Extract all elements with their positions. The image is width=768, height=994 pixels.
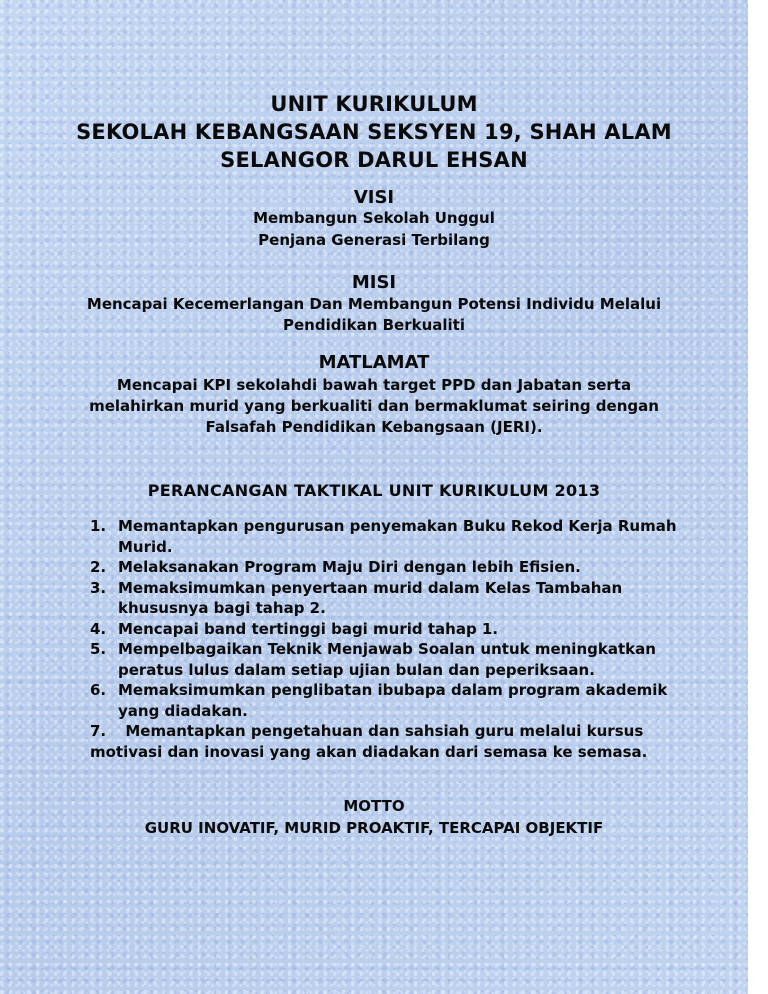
list-item — [90, 516, 690, 557]
list-item-text: Mencapai band tertinggi bagi murid tahap 1. — [118, 619, 499, 638]
list-item-number: 5. — [90, 640, 107, 658]
motto-text: GURU INOVATIF, MURID PROAKTIF, TERCAPAI OBJEKTIF — [144, 819, 604, 837]
tactical-plan-list — [90, 516, 690, 762]
list-item-number: 1. — [90, 517, 107, 535]
misi-line-1: Mencapai Kecemerlangan Dan Membangun Potensi Individu Melalui — [86, 295, 662, 313]
list-item — [90, 639, 690, 680]
misi-heading: MISI — [351, 272, 397, 293]
matlamat-line-3: Falsafah Pendidikan Kebangsaan (JERI). — [205, 418, 543, 436]
list-item-number: 7. — [90, 722, 107, 740]
list-item — [90, 680, 690, 721]
perancangan-heading: PERANCANGAN TAKTIKAL UNIT KURIKULUM 2013 — [147, 481, 601, 500]
school-name: SEKOLAH KEBANGSAAN SEKSYEN 19, SHAH ALAM — [76, 120, 672, 144]
list-item-text: Memantapkan pengetahuan dan sahsiah guru melalui kursus motivasi dan inovasi yang akan diadakan dari semasa ke semasa. — [90, 722, 648, 761]
matlamat-line-1: Mencapai KPI sekolahdi bawah target PPD dan Jabatan serta — [116, 376, 632, 394]
visi-heading: VISI — [353, 187, 395, 208]
list-item-number: 3. — [90, 578, 107, 597]
matlamat-line-2: melahirkan murid yang berkualiti dan bermaklumat seiring dengan — [89, 397, 659, 415]
list-item-number: 6. — [90, 681, 107, 699]
misi-line-2: Pendidikan Berkualiti — [283, 316, 465, 334]
page-edge — [748, 0, 768, 994]
visi-line-2: Penjana Generasi Terbilang — [258, 231, 490, 249]
list-item-text: Memaksimumkan penglibatan ibubapa dalam program akademik yang diadakan. — [118, 681, 668, 720]
visi-line-1: Membangun Sekolah Unggul — [253, 209, 495, 227]
list-item — [90, 578, 690, 619]
list-item-text: Melaksanakan Program Maju Diri dengan lebih Efisien. — [118, 558, 581, 576]
list-item-number: 2. — [90, 558, 107, 576]
unit-title: UNIT KURIKULUM — [270, 92, 478, 116]
list-item — [90, 557, 690, 578]
list-item — [90, 619, 690, 640]
list-item-text: Mempelbagaikan Teknik Menjawab Soalan untuk meningkatkan peratus lulus dalam setiap ujian bulan dan peperiksaan. — [118, 640, 656, 679]
list-item — [90, 721, 690, 762]
motto-heading: MOTTO — [343, 797, 405, 815]
list-item-number: 4. — [90, 619, 107, 638]
list-item-text: Memaksimumkan penyertaan murid dalam Kelas Tambahan khususnya bagi tahap 2. — [118, 578, 623, 617]
matlamat-heading: MATLAMAT — [318, 352, 430, 373]
list-item-text: Memantapkan pengurusan penyemakan Buku Rekod Kerja Rumah Murid. — [118, 517, 677, 556]
state-name: SELANGOR DARUL EHSAN — [220, 148, 528, 172]
